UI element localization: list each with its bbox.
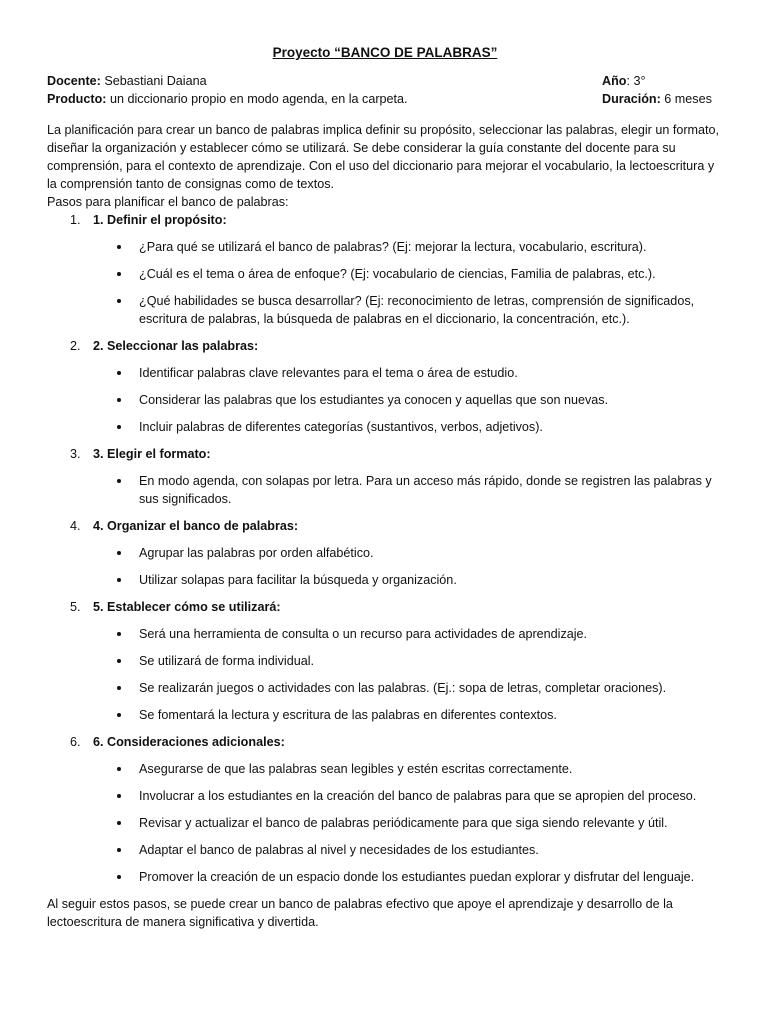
step-number: 5. <box>70 600 81 614</box>
step-number: 2. <box>70 339 81 353</box>
bullet-icon <box>117 659 121 663</box>
bullet-text: Incluir palabras de diferentes categorías (sustantivos, verbos, adjetivos). <box>139 420 543 434</box>
bullet-text: ¿Cuál es el tema o área de enfoque? (Ej: vocabulario de ciencias, Familia de palabras, etc.). <box>139 267 656 281</box>
bullet-text: Utilizar solapas para facilitar la búsqueda y organización. <box>139 573 457 587</box>
document-page <box>47 44 723 944</box>
duracion-field <box>602 90 712 108</box>
step-number: 6. <box>70 735 81 749</box>
bullet-text: Involucrar a los estudiantes en la creación del banco de palabras para que se apropien del proceso. <box>139 789 697 803</box>
bullet-text: Revisar y actualizar el banco de palabras periódicamente para que siga siendo relevante y útil. <box>139 816 668 830</box>
bullet-item <box>93 652 723 670</box>
bullet-icon <box>117 425 121 429</box>
bullet-list <box>93 364 723 436</box>
producto-value: un diccionario propio en modo agenda, en la carpeta. <box>106 92 408 106</box>
bullet-list <box>93 472 723 508</box>
step-item <box>47 337 723 436</box>
bullet-item <box>93 238 723 256</box>
bullet-text: Asegurarse de que las palabras sean legibles y estén escritas correctamente. <box>139 762 573 776</box>
docente-value: Sebastiani Daiana <box>100 74 207 88</box>
step-item <box>47 598 723 724</box>
bullet-icon <box>117 578 121 582</box>
bullet-list <box>93 238 723 328</box>
ano-field <box>602 72 646 90</box>
bullet-list <box>93 760 723 886</box>
bullet-item <box>93 364 723 382</box>
bullet-text: ¿Para qué se utilizará el banco de palabras? (Ej: mejorar la lectura, vocabulario, escritura). <box>139 240 647 254</box>
bullet-icon <box>117 398 121 402</box>
bullet-text: Será una herramienta de consulta o un recurso para actividades de aprendizaje. <box>139 627 588 641</box>
step-title: 1. Definir el propósito: <box>93 213 227 227</box>
bullet-item <box>93 760 723 778</box>
bullet-item <box>93 292 723 328</box>
bullet-icon <box>117 767 121 771</box>
duracion-value: 6 meses <box>660 92 712 106</box>
document-title: Proyecto “BANCO DE PALABRAS” <box>272 45 498 60</box>
bullet-icon <box>117 551 121 555</box>
step-number: 4. <box>70 519 81 533</box>
bullet-item <box>93 418 723 436</box>
bullet-icon <box>117 479 121 483</box>
docente-field <box>47 72 207 90</box>
step-title: 2. Seleccionar las palabras: <box>93 339 259 353</box>
bullet-text: Se utilizará de forma individual. <box>139 654 315 668</box>
meta-row-2 <box>47 90 723 108</box>
intro-paragraph: La planificación para crear un banco de palabras implica definir su propósito, seleccionar las palabras, elegir un formato, diseñar la organización y establecer cómo se utilizará. Se debe considerar la guía constante del docente para su comprensión, para el contexto de aprendizaje. Con el uso del diccionario para mejorar el vocabulario, la lectoescritura y la comprensión tanto de consignas como de textos. <box>47 123 720 191</box>
bullet-icon <box>117 848 121 852</box>
bullet-text: En modo agenda, con solapas por letra. Para un acceso más rápido, donde se registren las palabras y sus significados. <box>139 474 712 506</box>
bullet-item <box>93 841 723 859</box>
bullet-list <box>93 625 723 724</box>
bullet-item <box>93 472 723 508</box>
bullet-text: Adaptar el banco de palabras al nivel y necesidades de los estudiantes. <box>139 843 539 857</box>
step-title: 6. Consideraciones adicionales: <box>93 735 285 749</box>
intro-section <box>47 121 723 211</box>
bullet-text: Se realizarán juegos o actividades con las palabras. (Ej.: sopa de letras, completar oraciones). <box>139 681 667 695</box>
bullet-icon <box>117 821 121 825</box>
step-item <box>47 517 723 589</box>
step-item <box>47 211 723 328</box>
producto-label: Producto: <box>47 92 107 106</box>
meta-row-1 <box>47 72 723 90</box>
bullet-item <box>93 571 723 589</box>
step-number: 1. <box>70 213 81 227</box>
steps-intro: Pasos para planificar el banco de palabras: <box>47 195 289 209</box>
bullet-text: Considerar las palabras que los estudiantes ya conocen y aquellas que son nuevas. <box>139 393 609 407</box>
step-title: 5. Establecer cómo se utilizará: <box>93 600 281 614</box>
bullet-icon <box>117 632 121 636</box>
bullet-icon <box>117 272 121 276</box>
bullet-icon <box>117 686 121 690</box>
bullet-icon <box>117 713 121 717</box>
bullet-text: ¿Qué habilidades se busca desarrollar? (Ej: reconocimiento de letras, comprensión de significados, escritura de palabras, la búsqueda de palabras en el diccionario, la concentración, etc.). <box>139 294 695 326</box>
bullet-text: Identificar palabras clave relevantes para el tema o área de estudio. <box>139 366 518 380</box>
bullet-item <box>93 265 723 283</box>
steps-list <box>47 211 723 886</box>
step-title: 3. Elegir el formato: <box>93 447 211 461</box>
bullet-item <box>93 868 723 886</box>
bullet-item <box>93 625 723 643</box>
docente-label: Docente: <box>47 74 101 88</box>
bullet-item <box>93 787 723 805</box>
bullet-item <box>93 679 723 697</box>
bullet-icon <box>117 875 121 879</box>
ano-label: Año <box>602 74 627 88</box>
bullet-item <box>93 544 723 562</box>
producto-field <box>47 90 408 108</box>
step-number: 3. <box>70 447 81 461</box>
bullet-item <box>93 706 723 724</box>
bullet-text: Agrupar las palabras por orden alfabético. <box>139 546 374 560</box>
step-item <box>47 445 723 508</box>
bullet-item <box>93 814 723 832</box>
bullet-icon <box>117 299 121 303</box>
bullet-list <box>93 544 723 589</box>
ano-value: : 3° <box>626 74 646 88</box>
step-title: 4. Organizar el banco de palabras: <box>93 519 299 533</box>
bullet-icon <box>117 245 121 249</box>
bullet-text: Se fomentará la lectura y escritura de las palabras en diferentes contextos. <box>139 708 557 722</box>
step-item <box>47 733 723 886</box>
duracion-label: Duración: <box>602 92 661 106</box>
bullet-item <box>93 391 723 409</box>
closing-paragraph: Al seguir estos pasos, se puede crear un banco de palabras efectivo que apoye el aprendizaje y desarrollo de la lectoescritura de manera significativa y divertida. <box>47 897 673 929</box>
bullet-icon <box>117 371 121 375</box>
bullet-icon <box>117 794 121 798</box>
bullet-text: Promover la creación de un espacio donde los estudiantes puedan explorar y disfrutar del lenguaje. <box>139 870 695 884</box>
